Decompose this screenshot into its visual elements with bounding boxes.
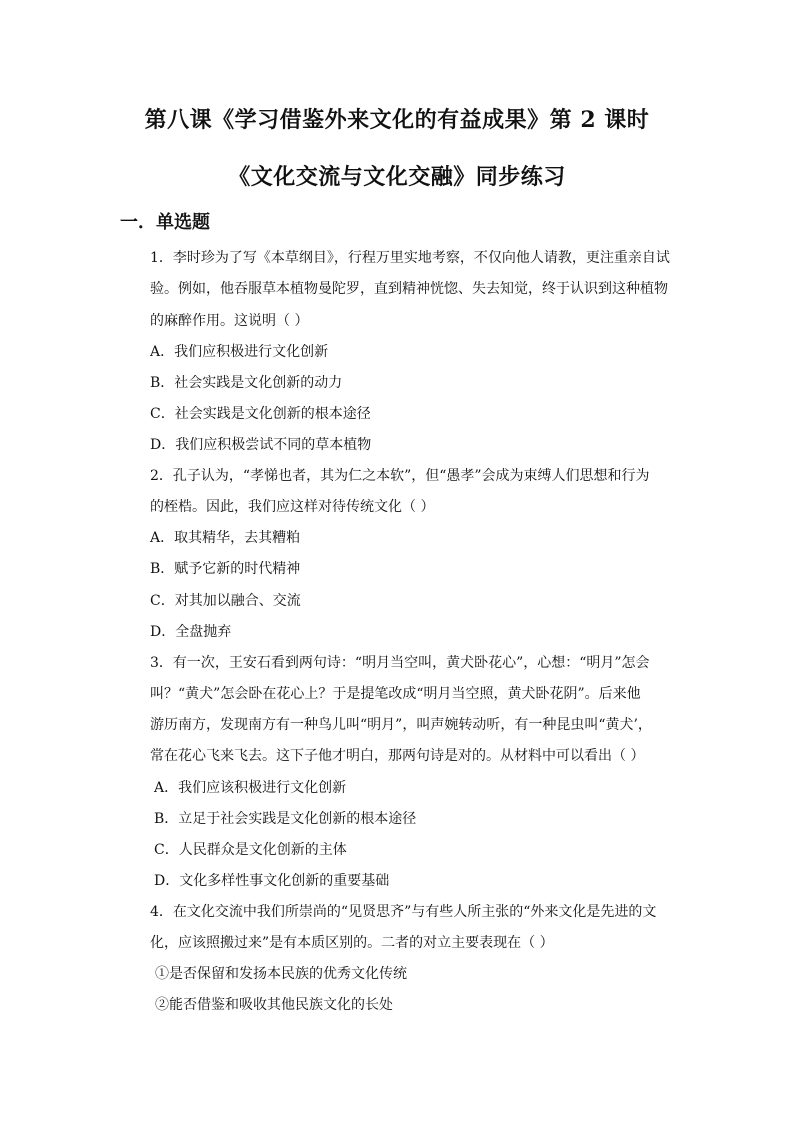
question-3-option-a: A．我们应该积极进行文化创新 — [154, 780, 347, 796]
question-2-option-b: B．赋予它新的时代精神 — [150, 561, 301, 577]
question-3-text-line: 常在花心飞来飞去。这下子他才明白，那两句诗是对的。从材料中可以看出（ ） — [150, 748, 645, 764]
question-2-text-line: 2．孔子认为，“孝悌也者，其为仁之本软”，但“愚孝”会成为束缚人们思想和行为 — [150, 468, 650, 484]
question-1-option-c: C．社会实践是文化创新的根本途径 — [150, 406, 371, 422]
question-2-option-a: A．取其精华，去其糟粕 — [150, 530, 301, 546]
question-1-option-a: A．我们应积极进行文化创新 — [150, 344, 329, 360]
document-title-line-1: 第八课《学习借鉴外来文化的有益成果》第 2 课时 — [144, 107, 650, 133]
question-2-option-c: C．对其加以融合、交流 — [150, 593, 301, 609]
question-3-text-line: 叫？“黄犬”怎会卧在花心上？于是提笔改成“明月当空照，黄犬卧花阴”。后来他 — [150, 686, 641, 702]
question-1-option-d: D．我们应积极尝试不同的草本植物 — [150, 437, 372, 453]
document-title-line-2: 《文化交流与文化交融》同步练习 — [228, 164, 566, 190]
question-3-option-d: D．文化多样性事文化创新的重要基础 — [154, 873, 390, 889]
question-2-text-line: 的桎梏。因此，我们应这样对待传统文化（ ） — [150, 499, 435, 515]
question-4-statement-2: ②能否借鉴和吸收其他民族文化的长处 — [155, 997, 393, 1013]
question-4-text-line: 化，应该照搬过来”是有本质区别的。二者的对立主要表现在（ ） — [150, 935, 554, 951]
question-3-text-line: 游历南方，发现南方有一种鸟儿叫“明月”，叫声婉转动听，有一种昆虫叫“黄犬’， — [150, 717, 652, 733]
question-1-text-line: 验。例如，他吞服草本植物曼陀罗，直到精神恍惚、失去知觉，终于认识到这种植物 — [150, 281, 668, 297]
section-heading-single-choice: 一．单选题 — [120, 212, 210, 233]
question-1-text-line: 的麻醉作用。这说明（ ） — [150, 313, 309, 329]
question-4-text-line: 4．在文化交流中我们所崇尚的“见贤思齐”与有些人所主张的“外来文化是先进的文 — [150, 904, 657, 920]
question-1-text-line: 1．李时珍为了写《本草纲目》，行程万里实地考察，不仅向他人请教，更注重亲自试 — [150, 250, 670, 266]
question-4-statement-1: ①是否保留和发扬本民族的优秀文化传统 — [155, 966, 407, 982]
question-3-option-c: C．人民群众是文化创新的主体 — [154, 842, 347, 858]
question-3-option-b: B．立足于社会实践是文化创新的根本途径 — [154, 811, 417, 827]
question-2-option-d: D．全盘抛弃 — [150, 624, 232, 640]
question-3-text-line: 3．有一次，王安石看到两句诗：“明月当空叫，黄犬卧花心”，心想：“明月”怎会 — [150, 655, 650, 671]
question-1-option-b: B．社会实践是文化创新的动力 — [150, 375, 343, 391]
